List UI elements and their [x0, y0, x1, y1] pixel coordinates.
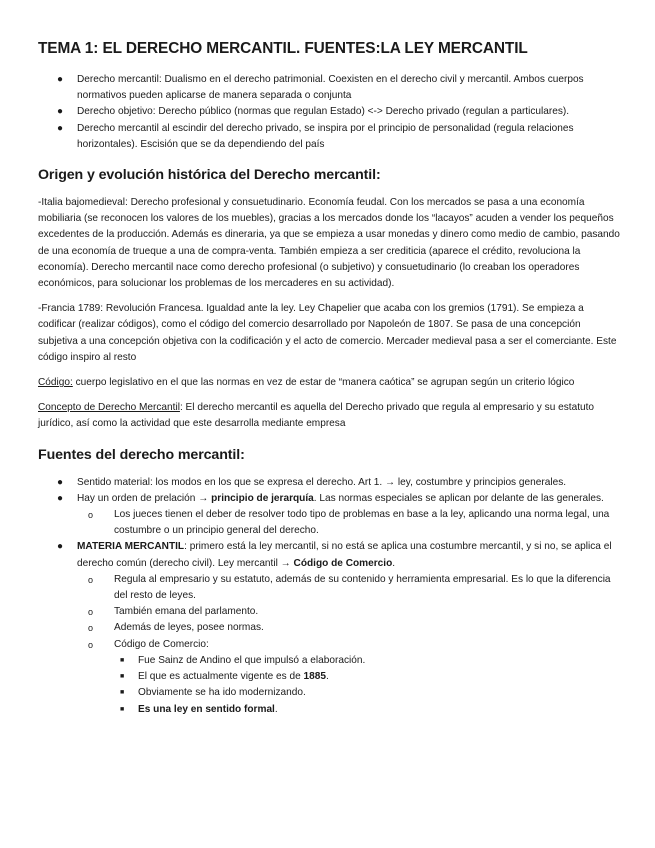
bullet-icon: ■	[120, 689, 125, 697]
list-item: ● Hay un orden de prelación → principio de jerarquía. Las normas especiales se aplican por delante de las generales. o Los jueces tienen el deber de resolver todo tipo de problemas en base a la ley, aplicando una norma legal, una costumbre o un principio general del derecho.	[38, 491, 623, 540]
bullet-icon: o	[88, 623, 94, 634]
list-item: ● Derecho objetivo: Derecho público (normas que regulan Estado) <-> Derecho privado (regulan a particulares).	[38, 104, 623, 120]
intro-list	[38, 72, 623, 153]
term-codigo: Código:	[38, 377, 73, 389]
list-item: ■ Es una ley en sentido formal.	[114, 702, 623, 718]
list-item: ● Sentido material: los modos en los que se expresa el derecho. Art 1. → ley, costumbre y principios generales.	[38, 475, 623, 491]
bullet-icon: ■	[120, 673, 125, 681]
bullet-icon: ●	[57, 106, 64, 118]
sublist	[77, 572, 623, 718]
bullet-icon: ■	[120, 705, 125, 713]
list-item: ■ Obviamente se ha ido modernizando.	[114, 685, 623, 701]
list-item: ● Derecho mercantil: Dualismo en el derecho patrimonial. Coexisten en el derecho civil y mercantil. Ambos cuerpos normativos pueden aplicarse de manera separada o conjunta	[57, 74, 584, 102]
section-heading: Fuentes del derecho mercantil:	[38, 446, 245, 463]
bullet-icon: ●	[57, 122, 64, 134]
list-item: o Además de leyes, posee normas.	[77, 620, 623, 636]
sublist	[114, 653, 623, 718]
paragraph-codigo: Código: cuerpo legislativo en el que las normas en vez de estar de “manera caótica” se agrupan según un criterio lógico	[38, 377, 575, 389]
document-page	[38, 40, 623, 732]
paragraph-italia: -Italia bajomedieval: Derecho profesional y consuetudinario. Economía feudal. Con los mercados se pasa a una economía mobiliaria (se reconocen los valores de los muebles), gracias a los mercados donde los “lacayos” acuden a vender los pequeños excedentes de la producción. Además es dineraria, ya que se empieza a usar monedas y dinero como medio de cambio, pasando de una economía de trueque a una de compra-venta. También empieza a ser crediticia (aparece el crédito, revoluciona la economía). Derecho mercantil nace como derecho profesional (o subjetivo) y consuetudinario (lo creaban los operadores económicos, para solucionar los problemas de los mercaderes en su actividad).	[38, 197, 620, 290]
document-title: TEMA 1: EL DERECHO MERCANTIL. FUENTES:LA LEY MERCANTIL	[38, 40, 528, 57]
list-item: o Los jueces tienen el deber de resolver todo tipo de problemas en base a la ley, aplicando una norma legal, una costumbre o un principio general del derecho.	[88, 509, 610, 537]
bullet-icon: ■	[120, 656, 125, 664]
paragraph-concepto: Concepto de Derecho Mercantil: El derecho mercantil es aquella del Derecho privado que regula al empresario y su estatuto jurídico, así como la actividad que este desarrolla mediante empresa	[38, 402, 595, 430]
bullet-icon: o	[88, 607, 94, 618]
bullet-icon: o	[88, 510, 94, 521]
list-item: o También emana del parlamento.	[77, 604, 623, 620]
list-item: ● Derecho mercantil al escindir del derecho privado, se inspira por el principio de personalidad (regula relaciones horizontales). Escisión que se da dependiendo del país	[57, 122, 574, 150]
paragraph-francia: -Francia 1789: Revolución Francesa. Igualdad ante la ley. Ley Chapelier que acaba con los gremios (1791). Se empieza a codificar (realizar códigos), como el código del comercio desarrollado por Napoleón de 1807. Se pasa de una concepción subjetiva a una concepción objetiva con la codificación y el acto de comercio. Mercader medieval pasa a ser el comerciante. Este código inspiro al resto	[38, 303, 617, 363]
bullet-icon: o	[88, 574, 94, 585]
fuentes-list	[38, 475, 623, 718]
section-heading: Origen y evolución histórica del Derecho mercantil:	[38, 167, 381, 184]
bullet-icon: o	[88, 639, 94, 650]
term-concepto: Concepto de Derecho Mercantil	[38, 402, 180, 414]
section-origen	[38, 167, 623, 433]
bullet-icon: ●	[57, 476, 64, 488]
list-item: ■ El que es actualmente vigente es de 1885.	[114, 669, 623, 685]
list-item: o Regula al empresario y su estatuto, además de su contenido y herramienta empresarial. Es lo que la diferencia del resto de leyes.	[88, 573, 611, 602]
sublist	[77, 507, 623, 539]
list-item: o Código de Comercio: ■ Fue Sainz de Andino el que impulsó a elaboración. ■ El que es actualmente vigente es de 1885. ■ Obviamente se ha ido modernizando. ■ Es una ley en sentido formal.	[77, 637, 623, 718]
list-item: ■ Fue Sainz de Andino el que impulsó a elaboración.	[114, 653, 623, 669]
section-fuentes	[38, 447, 623, 718]
bullet-icon: ●	[57, 541, 64, 553]
bullet-icon: ●	[57, 492, 64, 504]
list-item: ● MATERIA MERCANTIL: primero está la ley mercantil, si no está se aplica una costumbre mercantil, y si no, se aplica el derecho común (derecho civil). Ley mercantil → Código de Comercio. o Regula al empresario y su estatuto, además de su contenido y herramienta empresarial. Es lo que la diferencia del resto de leyes. o También emana del parlamento. o Además de leyes, posee normas. o Código de Comercio: ■ Fue Sainz de Andino el que impulsó a elaboración. ■ El que es actualmente vigente es de 1885. ■ Obviamente se ha ido modernizando. ■ Es una ley en sentido formal.	[38, 539, 623, 717]
bullet-icon: ●	[57, 74, 64, 85]
